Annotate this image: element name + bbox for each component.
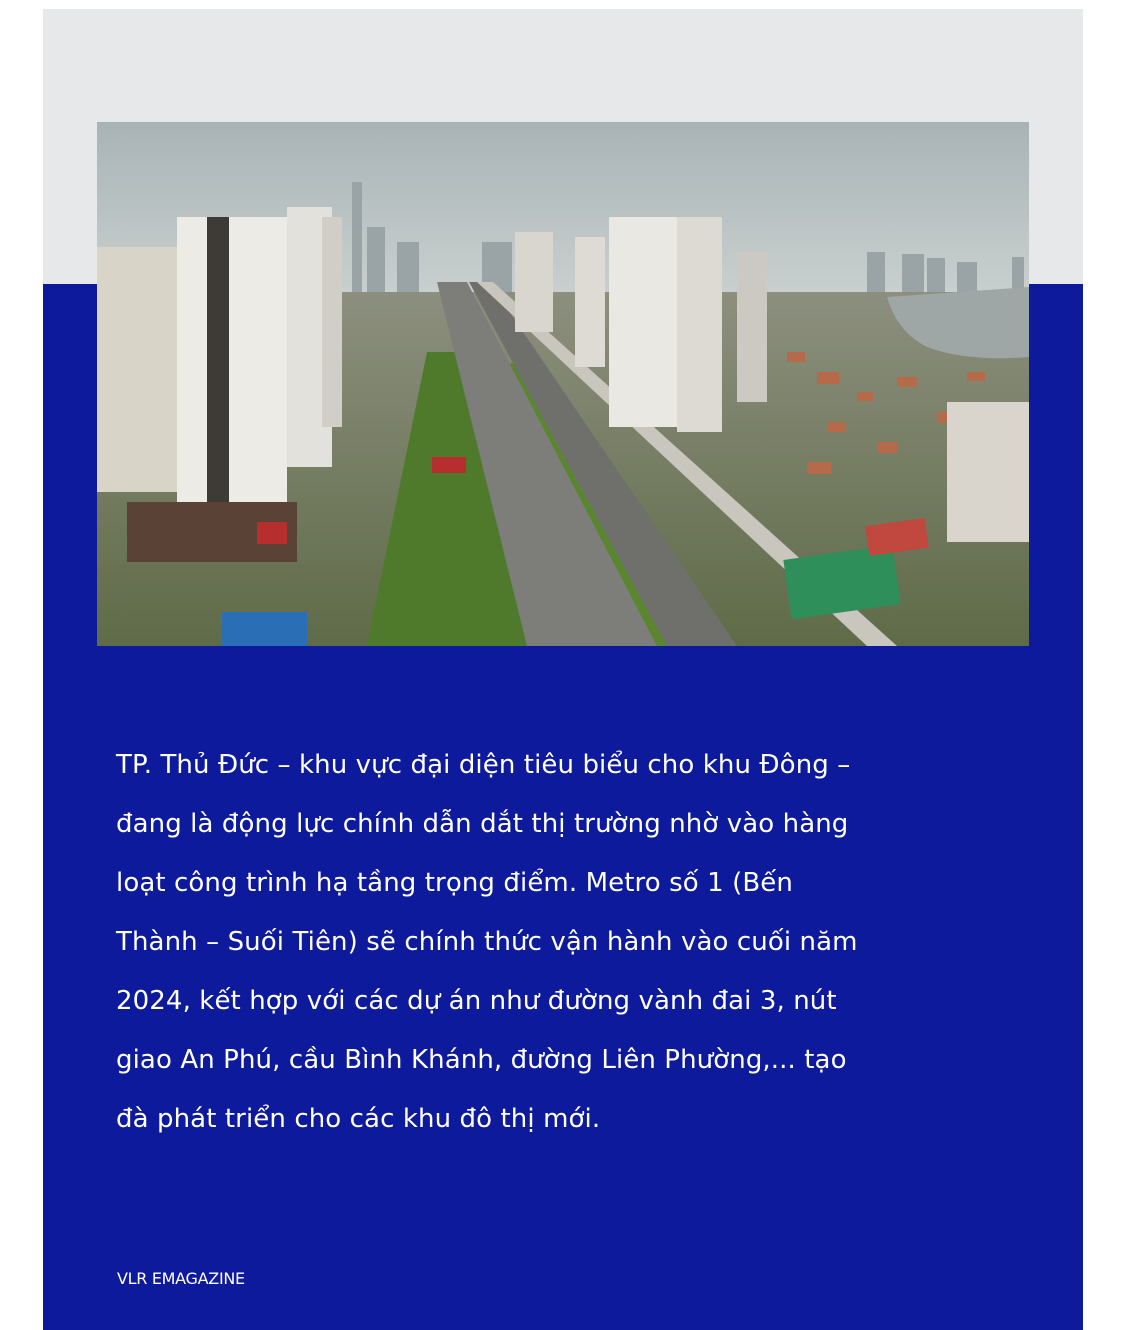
city-aerial-photo-icon [97, 122, 1029, 646]
body-line: TP. Thủ Đức – khu vực đại diện tiêu biểu cho khu Đông – [116, 750, 851, 780]
magazine-brand: VLR EMAGAZINE [117, 1269, 245, 1288]
body-line: đà phát triển cho các khu đô thị mới. [116, 1104, 601, 1134]
body-line: 2024, kết hợp với các dự án như đường vành đai 3, nút [116, 986, 837, 1016]
body-line: Thành – Suối Tiên) sẽ chính thức vận hành vào cuối năm [116, 927, 858, 957]
city-aerial-photo [97, 122, 1029, 646]
body-line: loạt công trình hạ tầng trọng điểm. Metro số 1 (Bến [116, 868, 793, 898]
body-line: giao An Phú, cầu Bình Khánh, đường Liên Phường,... tạo [116, 1045, 847, 1075]
article-body [116, 736, 976, 1149]
body-line: đang là động lực chính dẫn dắt thị trường nhờ vào hàng [116, 809, 849, 839]
article-card [43, 9, 1083, 1330]
